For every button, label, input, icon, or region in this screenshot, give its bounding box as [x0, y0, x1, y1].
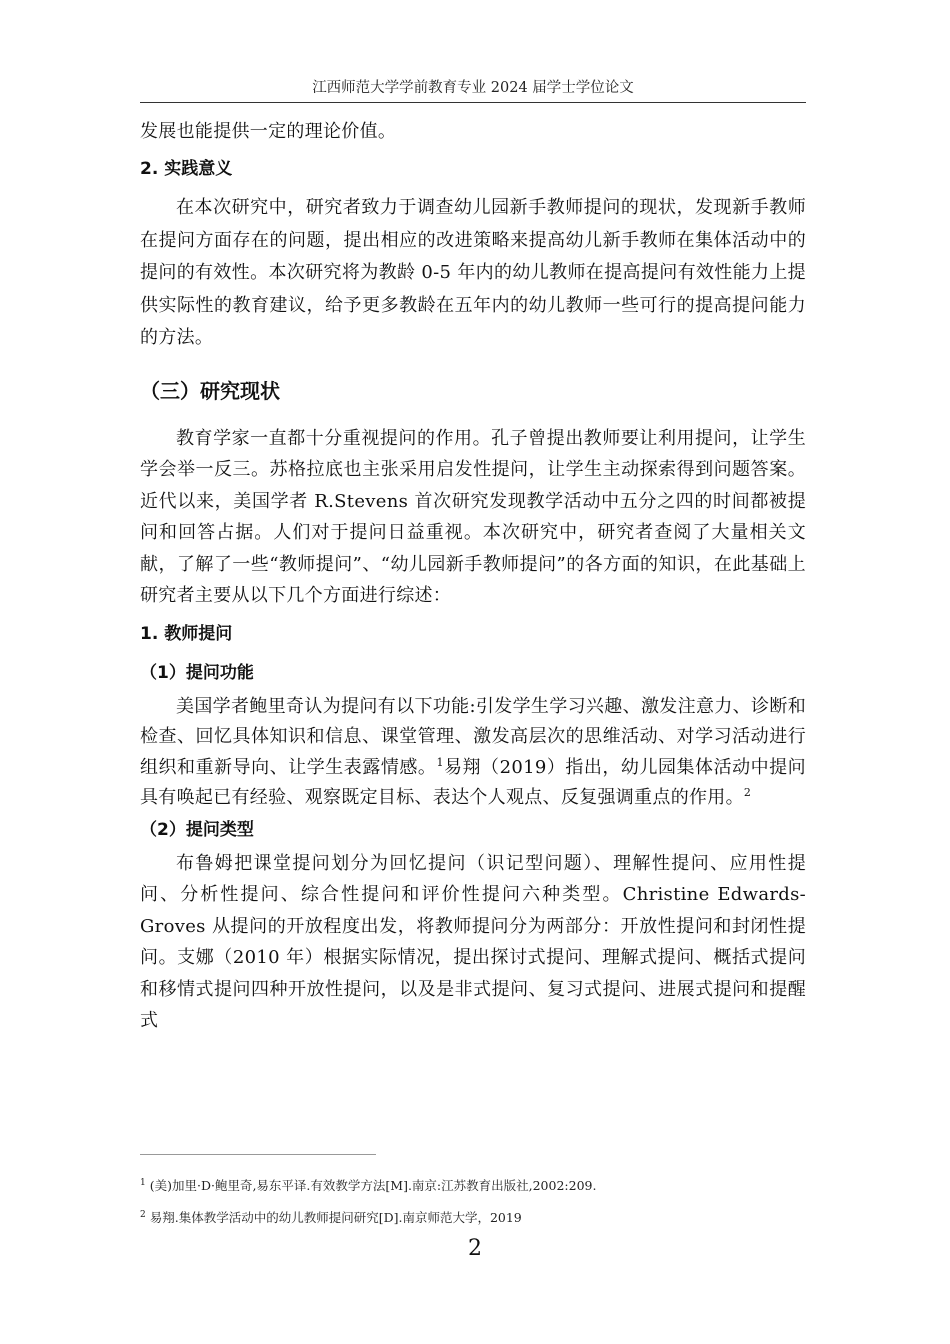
header-rule: [140, 102, 806, 103]
heading-question-type: （2）提问类型: [140, 819, 254, 840]
footnote-rule: [140, 1154, 376, 1155]
footnote-mark-2: 2: [140, 1209, 146, 1220]
paragraph-continued: 发展也能提供一定的理论价值。: [140, 121, 397, 142]
function-text-b: 易翔（2019）指出，幼儿园集体活动中提问具有唤起已有经验、观察既定目标、表达个人观点、反复强调重点的作用。: [140, 756, 806, 808]
paragraph-research-status: 教育学家一直都十分重视提问的作用。孔子曾提出教师要让利用提问，让学生学会举一反三。苏格拉底也主张采用启发性提问，让学生主动探索得到问题答案。近代以来，美国学者 R.Stevens 首次研究发现教学活动中五分之四的时间都被提问和回答占据。人们对于提问日益重视。本次研究中，研究者查阅了大量相关文献，了解了一些“教师提问”、“幼儿园新手教师提问”的各方面的知识，在此基础上研究者主要从以下几个方面进行综述：: [140, 427, 806, 606]
footnote-text-1: (美)加里·D·鲍里奇,易东平译.有效教学方法[M].南京:江苏教育出版社,2002:209.: [149, 1178, 597, 1193]
running-header: 江西师范大学学前教育专业 2024 届学士学位论文: [312, 80, 634, 96]
paragraph-question-type: 布鲁姆把课堂提问划分为回忆提问（识记型问题）、理解性提问、应用性提问、分析性提问、综合性提问和评价性提问六种类型。Christine Edwards-Groves 从提问的开放程度出发，将教师提问分为两部分：开放性提问和封闭性提问。支娜（2010 年）根据实际情况，提出探讨式提问、理解式提问、概括式提问和移情式提问四种开放性提问，以及是非式提问、复习式提问、进展式提问和提醒式: [140, 852, 806, 1031]
heading-practice-significance: 2. 实践意义: [140, 159, 233, 179]
paragraph-practice: 在本次研究中，研究者致力于调查幼儿园新手教师提问的现状，发现新手教师在提问方面存在的问题，提出相应的改进策略来提高幼儿新手教师在集体活动中的提问的有效性。本次研究将为教龄 0-5 年内的幼儿教师在提高提问有效性能力上提供实际性的教育建议，给予更多教龄在五年内的幼儿教师一些可行的提高提问能力的方法。: [140, 197, 806, 348]
paragraph-question-function: [140, 692, 806, 814]
footnote-2: [140, 1208, 522, 1226]
footnote-ref-2: 2: [743, 786, 752, 799]
heading-research-status: （三）研究现状: [140, 378, 280, 403]
footnote-text-2: 易翔.集体教学活动中的幼儿教师提问研究[D].南京师范大学，2019: [149, 1210, 522, 1225]
heading-question-function: （1）提问功能: [140, 662, 254, 683]
function-text-a: 美国学者鲍里奇认为提问有以下功能:引发学生学习兴趣、激发注意力、诊断和检查、回忆具体知识和信息、课堂管理、激发高层次的思维活动、对学习活动进行组织和重新导向、让学生表露情感。: [140, 695, 806, 778]
footnote-mark-1: 1: [140, 1177, 146, 1188]
footnote-ref-1: 1: [436, 755, 444, 769]
body-text: [140, 115, 806, 1037]
heading-teacher-questioning: 1. 教师提问: [140, 623, 233, 644]
footnote-1: [140, 1176, 596, 1194]
page-number: 2: [468, 1236, 482, 1261]
